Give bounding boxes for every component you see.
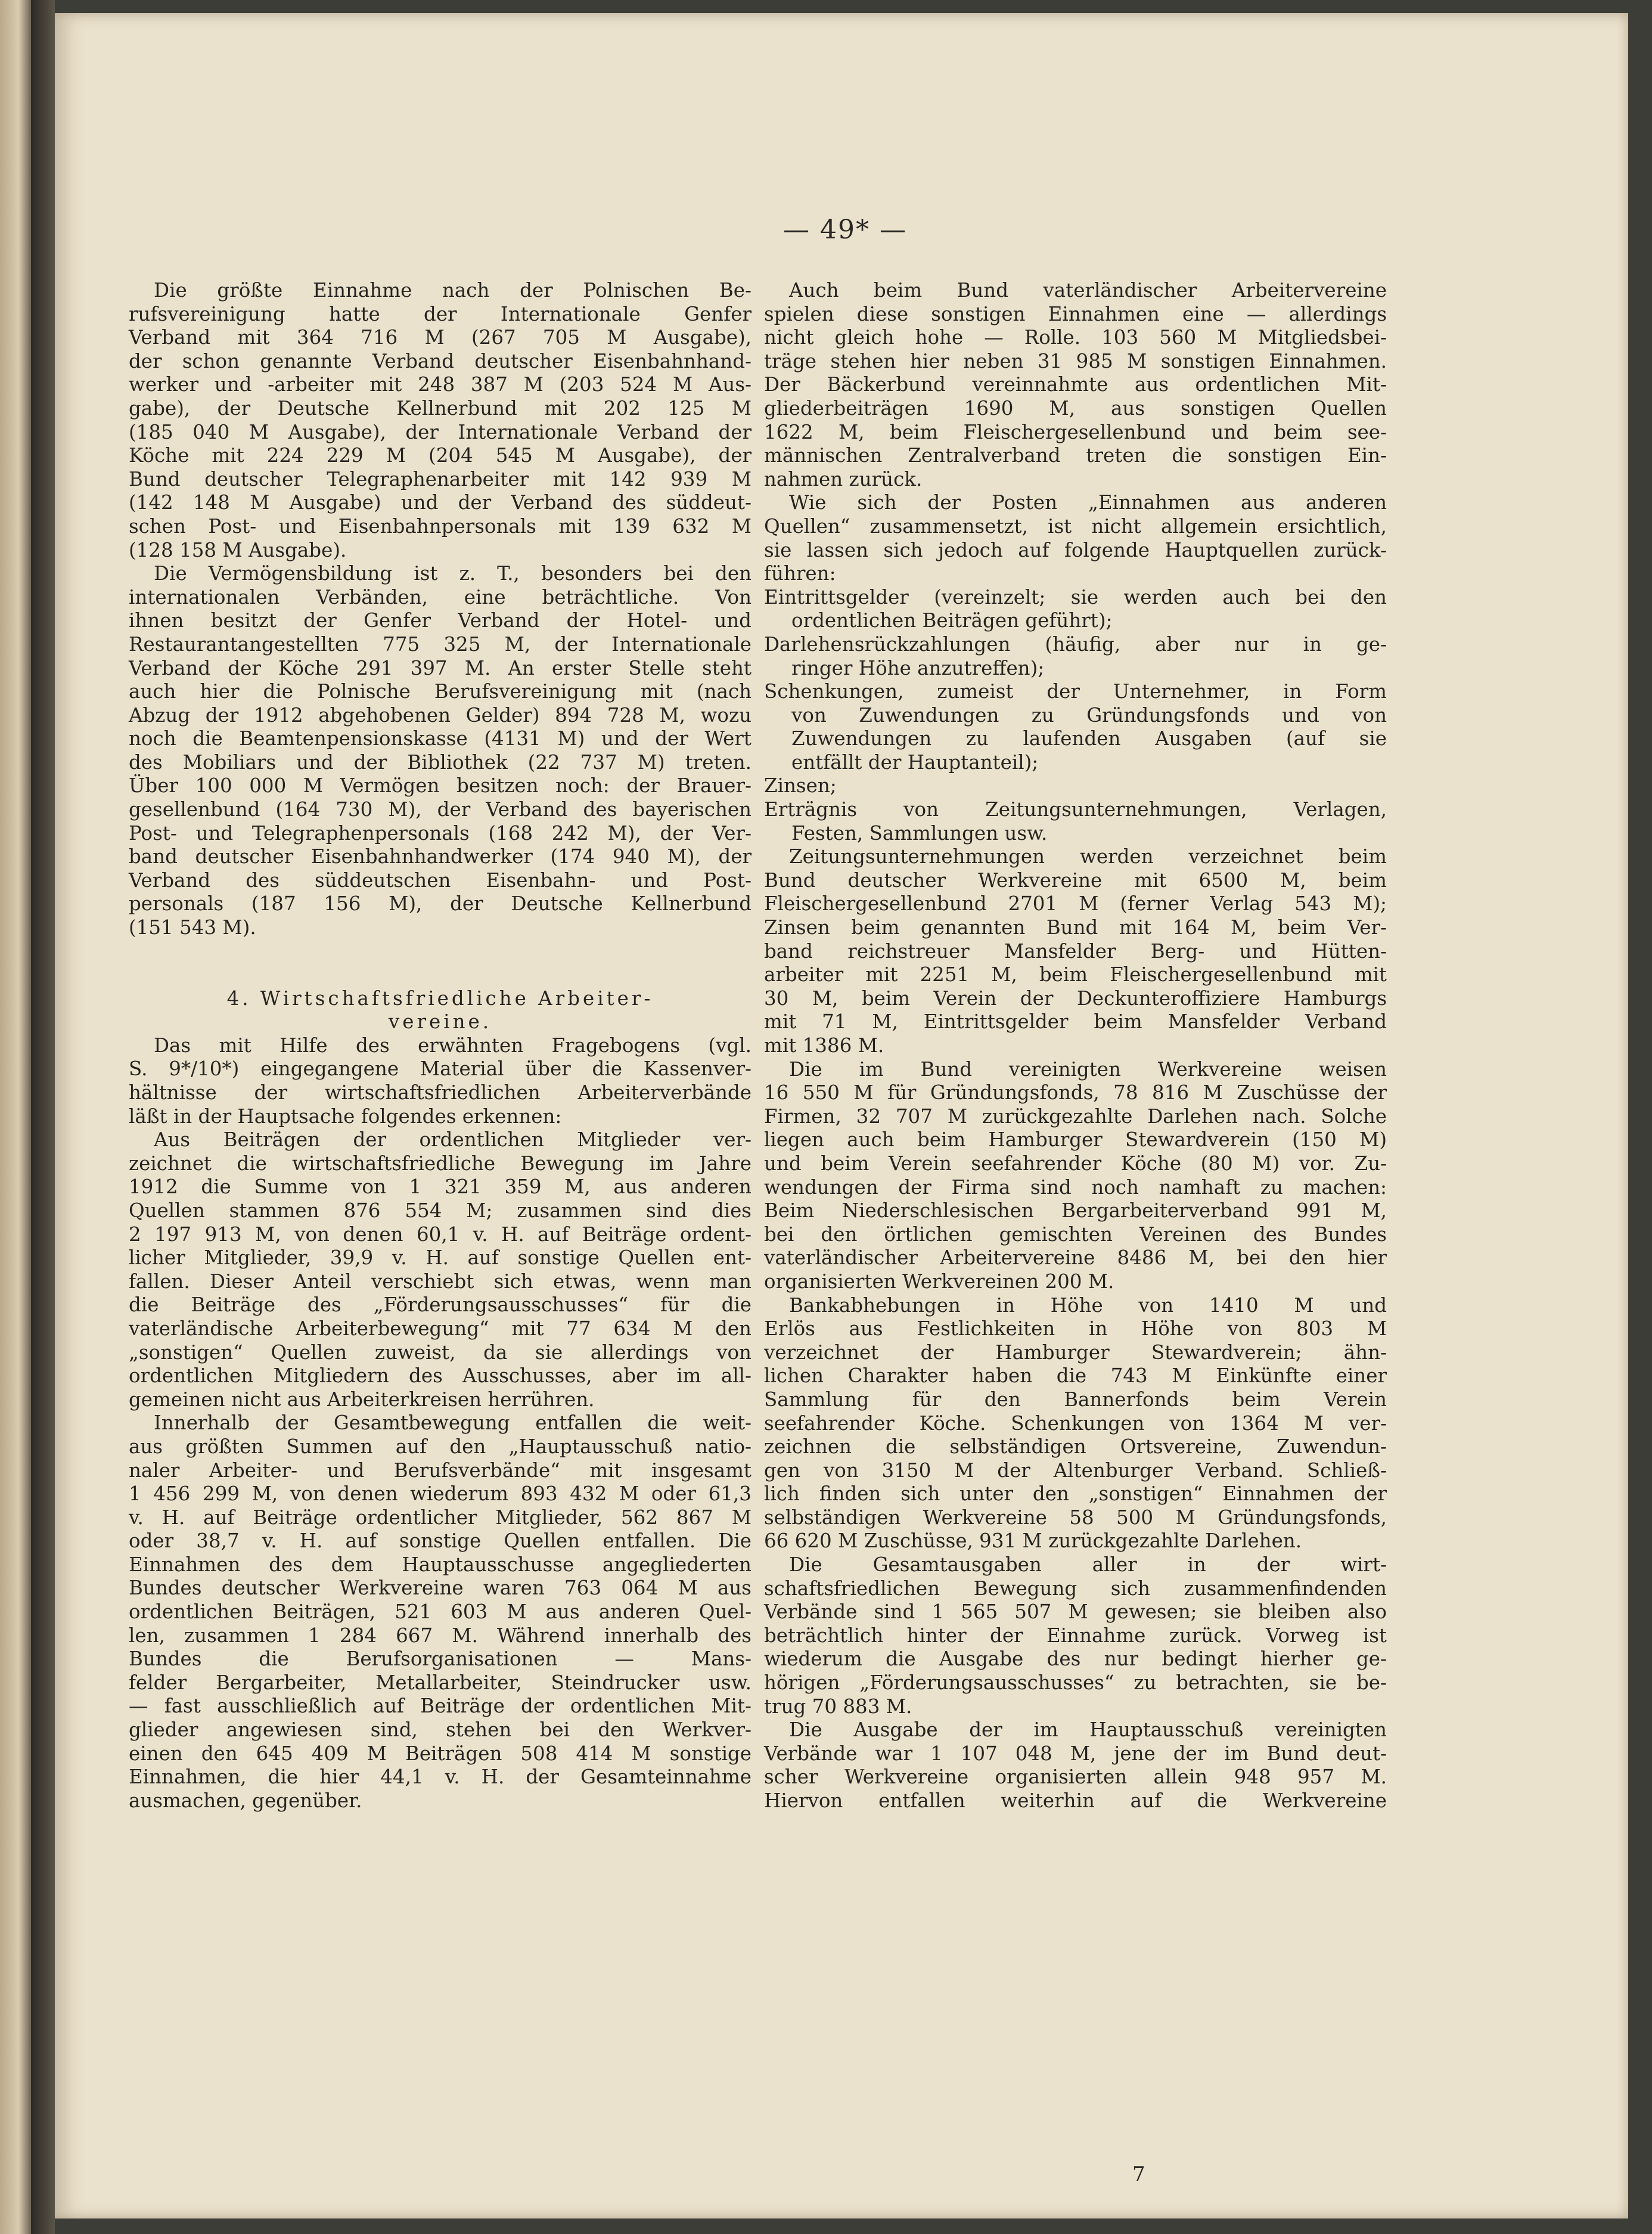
right-column-text-line: Die im Bund vereinigten Werkvereine weisen xyxy=(789,1057,1387,1081)
right-column-text-line: 66 620 M Zuschüsse, 931 M zurückgezahlte Darlehen. xyxy=(764,1529,1302,1553)
left-column-text-line: fallen. Dieser Anteil verschiebt sich etwas, wenn man xyxy=(129,1270,752,1293)
right-column-text-line: trug 70 883 M. xyxy=(764,1695,912,1718)
left-column-text-line: 1912 die Summe von 1 321 359 M, aus anderen xyxy=(129,1175,752,1199)
right-column-text-line: Erträgnis von Zeitungsunternehmungen, Verlagen, xyxy=(764,798,1387,821)
left-column-text-line: 2 197 913 M, von denen 60,1 v. H. auf Beiträge ordent- xyxy=(129,1223,752,1246)
section-spacer xyxy=(129,940,752,987)
left-column-text-line: band deutscher Eisenbahnhandwerker (174 940 M), der xyxy=(129,845,752,868)
right-column-text-line: entfällt der Hauptanteil); xyxy=(791,750,1039,774)
left-column-text-line: auch hier die Polnische Berufsvereinigung mit (nach xyxy=(129,680,752,703)
book-page xyxy=(55,13,1628,2219)
right-column-text-line: Schenkungen, zumeist der Unternehmer, in Form xyxy=(764,680,1387,703)
right-column-text-line: Zeitungsunternehmungen werden verzeichnet beim xyxy=(789,845,1387,868)
right-column-text-line: Die Gesamtausgaben aller in der wirt- xyxy=(789,1553,1387,1577)
left-column-text-line: Bundes deutscher Werkvereine waren 763 064 M aus xyxy=(129,1577,752,1600)
right-column-text-line: ordentlichen Beiträgen geführt); xyxy=(791,609,1113,632)
left-column-text-line: (151 543 M). xyxy=(129,916,256,939)
signature-mark: 7 xyxy=(1132,2162,1145,2186)
left-column-text-line: Verband der Köche 291 397 M. An erster Stelle steht xyxy=(129,656,752,679)
right-text-column xyxy=(764,279,1387,1813)
right-column-text-line: Beim Niederschlesischen Bergarbeiterverband 991 M, xyxy=(764,1199,1387,1223)
right-column-text-line: mit 1386 M. xyxy=(764,1034,884,1057)
left-column-text-line: ausmachen, gegenüber. xyxy=(129,1789,362,1812)
right-column-text-line: Verbände war 1 107 048 M, jene der im Bund deut- xyxy=(764,1742,1387,1765)
left-column-text-line: aus größten Summen auf den „Hauptausschuß natio- xyxy=(129,1435,752,1458)
right-column-text-line: Quellen“ zusammensetzt, ist nicht allgemein ersichtlich, xyxy=(764,514,1387,538)
left-column-text-line: hältnisse der wirtschaftsfriedlichen Arbeiterverbände xyxy=(129,1081,752,1104)
left-column-text-line: Innerhalb der Gesamtbewegung entfallen die weit- xyxy=(154,1411,752,1435)
right-column-text-line: gliederbeiträgen 1690 M, aus sonstigen Quellen xyxy=(764,396,1387,420)
left-column-text-line: (142 148 M Ausgabe) und der Verband des süddeut- xyxy=(129,491,752,514)
right-column-text-line: ringer Höhe anzutreffen); xyxy=(791,656,1045,679)
left-column-text-line: läßt in der Hauptsache folgendes erkennen: xyxy=(129,1104,562,1128)
right-column-text-line: Bankabhebungen in Höhe von 1410 M und xyxy=(789,1293,1387,1317)
right-column-text-line: männischen Zentralverband treten die sonstigen Ein- xyxy=(764,444,1387,467)
left-column-text-line: Post- und Telegraphenpersonals (168 242 M), der Ver- xyxy=(129,821,752,845)
left-column-text-line: die Beiträge des „Förderungsausschusses“ für die xyxy=(129,1293,752,1317)
right-column-text-line: schaftsfriedlichen Bewegung sich zusammenfindenden xyxy=(764,1577,1387,1600)
section-heading-line: vereine. xyxy=(388,1010,492,1034)
right-column-text-line: 30 M, beim Verein der Deckunteroffiziere Hamburgs xyxy=(764,986,1387,1010)
left-column-text-line: ordentlichen Beiträgen, 521 603 M aus anderen Quel- xyxy=(129,1600,752,1624)
right-column-text-line: Bund deutscher Werkvereine mit 6500 M, beim xyxy=(764,868,1387,892)
right-column-text-line: Wie sich der Posten „Einnahmen aus anderen xyxy=(789,491,1387,514)
left-column-text-line: rufsvereinigung hatte der Internationale Genfer xyxy=(129,302,752,325)
left-column-text-line: ordentlichen Mitgliedern des Ausschusses, aber im all- xyxy=(129,1364,752,1388)
left-column-text-line: Köche mit 224 229 M (204 545 M Ausgabe), der xyxy=(129,444,752,467)
right-column-text-line: nicht gleich hohe — Rolle. 103 560 M Mitgliedsbei- xyxy=(764,326,1387,349)
left-column-text-line: licher Mitglieder, 39,9 v. H. auf sonstige Quellen ent- xyxy=(129,1246,752,1270)
left-column-text-line: Abzug der 1912 abgehobenen Gelder) 894 728 M, wozu xyxy=(129,703,752,727)
left-column-text-line: „sonstigen“ Quellen zuweist, da sie allerdings von xyxy=(129,1341,752,1364)
left-column-text-line: S. 9*/10*) eingegangene Material über die Kassenver- xyxy=(129,1057,752,1081)
left-column-text-line: einen den 645 409 M Beiträgen 508 414 M sonstige xyxy=(129,1742,752,1765)
left-column-text-line: Einnahmen des dem Hauptausschusse angegliederten xyxy=(129,1553,752,1576)
left-column-text-line: gemeinen nicht aus Arbeiterkreisen herrühren. xyxy=(129,1388,595,1411)
left-column-text-line: personals (187 156 M), der Deutsche Kellnerbund xyxy=(129,892,752,916)
right-column-text-line: spielen diese sonstigen Einnahmen eine — allerdings xyxy=(764,302,1387,325)
right-column-text-line: Zinsen beim genannten Bund mit 164 M, beim Ver- xyxy=(764,916,1387,939)
left-column-text-line: Bund deutscher Telegraphenarbeiter mit 142 939 M xyxy=(129,467,752,491)
left-column-text-line: schen Post- und Eisenbahnpersonals mit 139 632 M xyxy=(129,514,752,538)
right-column-text-line: lich finden sich unter den „sonstigen“ Einnahmen der xyxy=(764,1482,1387,1506)
right-column-text-line: Auch beim Bund vaterländischer Arbeitervereine xyxy=(789,279,1387,302)
left-column-text-line: vaterländische Arbeiterbewegung“ mit 77 634 M den xyxy=(129,1317,752,1340)
right-column-text-line: verzeichnet der Hamburger Stewardverein; ähn- xyxy=(764,1341,1387,1364)
left-column-text-line: Verband des süddeutschen Eisenbahn- und Post- xyxy=(129,868,752,892)
right-column-text-line: band reichstreuer Mansfelder Berg- und Hütten- xyxy=(764,939,1387,963)
right-column-text-line: von Zuwendungen zu Gründungsfonds und von xyxy=(791,703,1387,727)
right-column-text-line: organisierten Werkvereinen 200 M. xyxy=(764,1270,1114,1293)
right-column-text-line: lichen Charakter haben die 743 M Einkünfte einer xyxy=(764,1364,1387,1388)
left-column-text-line: des Mobiliars und der Bibliothek (22 737 M) treten. xyxy=(129,750,752,774)
right-column-text-line: vaterländischer Arbeitervereine 8486 M, bei den hier xyxy=(764,1246,1387,1270)
left-column-text-line: 1 456 299 M, von denen wiederum 893 432 M oder 61,3 xyxy=(129,1482,752,1506)
right-column-text-line: gen von 3150 M der Altenburger Verband. Schließ- xyxy=(764,1459,1387,1482)
left-text-column xyxy=(129,279,752,1813)
left-column-text-line: gesellenbund (164 730 M), der Verband des bayerischen xyxy=(129,798,752,821)
right-column-text-line: Eintrittsgelder (vereinzelt; sie werden auch bei den xyxy=(764,585,1387,609)
left-column-text-line: Einnahmen, die hier 44,1 v. H. der Gesamteinnahme xyxy=(129,1766,752,1789)
left-column-text-line: glieder angewiesen sind, stehen bei den Werkver- xyxy=(129,1718,752,1742)
left-column-text-line: Restaurantangestellten 775 325 M, der Internationale xyxy=(129,632,752,656)
right-column-text-line: sie lassen sich jedoch auf folgende Hauptquellen zurück- xyxy=(764,538,1387,561)
right-column-text-line: bei den örtlichen gemischten Vereinen des Bundes xyxy=(764,1223,1387,1246)
right-column-text-line: Zuwendungen zu laufenden Ausgaben (auf sie xyxy=(791,727,1387,750)
left-column-text-line: zeichnet die wirtschaftsfriedliche Bewegung im Jahre xyxy=(129,1152,752,1175)
left-column-text-line: naler Arbeiter- und Berufsverbände“ mit insgesamt xyxy=(129,1459,752,1482)
right-column-text-line: Erlös aus Festlichkeiten in Höhe von 803 M xyxy=(764,1317,1387,1341)
left-column-text-line: internationalen Verbänden, eine beträchtliche. Von xyxy=(129,585,752,609)
right-column-text-line: träge stehen hier neben 31 985 M sonstigen Einnahmen. xyxy=(764,349,1387,373)
right-column-text-line: selbständigen Werkvereine 58 500 M Gründungsfonds, xyxy=(764,1506,1387,1529)
left-column-text-line: der schon genannte Verband deutscher Eisenbahnhand- xyxy=(129,349,752,373)
right-column-text-line: 16 550 M für Gründungsfonds, 78 816 M Zuschüsse der xyxy=(764,1081,1387,1104)
right-column-text-line: Darlehensrückzahlungen (häufig, aber nur in ge- xyxy=(764,632,1387,656)
right-column-text-line: beträchtlich hinter der Einnahme zurück. Vorweg ist xyxy=(764,1624,1387,1647)
right-column-text-line: nahmen zurück. xyxy=(764,467,923,491)
left-column-text-line: Verband mit 364 716 M (267 705 M Ausgabe), xyxy=(129,326,752,349)
left-column-text-line: Die Vermögensbildung ist z. T., besonders bei den xyxy=(154,562,752,585)
left-column-text-line: Quellen stammen 876 554 M; zusammen sind dies xyxy=(129,1199,752,1222)
section-heading-line: 4. Wirtschaftsfriedliche Arbeiter- xyxy=(226,986,654,1010)
right-column-text-line: 1622 M, beim Fleischergesellenbund und beim see- xyxy=(764,420,1387,443)
right-column-text-line: scher Werkvereine organisierten allein 948 957 M. xyxy=(764,1766,1387,1789)
right-column-text-line: arbeiter mit 2251 M, beim Fleischergesellenbund mit xyxy=(764,963,1387,986)
right-column-text-line: wendungen der Firma sind noch namhaft zu machen: xyxy=(764,1175,1387,1199)
left-column-text-line: v. H. auf Beiträge ordentlicher Mitglieder, 562 867 M xyxy=(129,1506,752,1529)
right-column-text-line: mit 71 M, Eintrittsgelder beim Mansfelder Verband xyxy=(764,1010,1387,1034)
right-column-text-line: Der Bäckerbund vereinnahmte aus ordentlichen Mit- xyxy=(764,373,1387,396)
right-column-text-line: Verbände sind 1 565 507 M gewesen; sie bleiben also xyxy=(764,1600,1387,1624)
right-column-text-line: Sammlung für den Bannerfonds beim Verein xyxy=(764,1388,1387,1411)
left-column-text-line: (128 158 M Ausgabe). xyxy=(129,538,347,561)
left-column-text-line: Aus Beiträgen der ordentlichen Mitglieder ver- xyxy=(154,1128,752,1152)
right-column-text-line: wiederum die Ausgabe des nur bedingt hierher ge- xyxy=(764,1647,1387,1671)
left-column-text-line: noch die Beamtenpensionskasse (4131 M) und der Wert xyxy=(129,727,752,750)
page-number: — 49* — xyxy=(783,215,907,245)
right-column-text-line: Hiervon entfallen weiterhin auf die Werkvereine xyxy=(764,1789,1387,1812)
left-column-text-line: werker und -arbeiter mit 248 387 M (203 524 M Aus- xyxy=(129,373,752,396)
right-column-text-line: Firmen, 32 707 M zurückgezahlte Darlehen nach. Solche xyxy=(764,1104,1387,1128)
right-column-text-line: Zinsen; xyxy=(764,774,837,798)
right-column-text-line: liegen auch beim Hamburger Stewardverein (150 M) xyxy=(764,1128,1387,1152)
right-column-text-line: Die Ausgabe der im Hauptausschuß vereinigten xyxy=(789,1718,1387,1742)
left-column-text-line: oder 38,7 v. H. auf sonstige Quellen entfallen. Die xyxy=(129,1529,752,1553)
left-column-text-line: — fast ausschließlich auf Beiträge der ordentlichen Mit- xyxy=(129,1695,752,1718)
right-column-text-line: Festen, Sammlungen usw. xyxy=(791,821,1048,845)
left-column-text-line: ihnen besitzt der Genfer Verband der Hotel- und xyxy=(129,609,752,632)
right-column-text-line: Fleischergesellenbund 2701 M (ferner Verlag 543 M); xyxy=(764,892,1387,916)
right-column-text-line: zeichnen die selbständigen Ortsvereine, Zuwendun- xyxy=(764,1435,1387,1459)
previous-page-edge xyxy=(0,0,31,2234)
left-column-text-line: Bundes die Berufsorganisationen — Mans- xyxy=(129,1647,752,1671)
right-column-text-line: hörigen „Förderungsausschusses“ zu betrachten, sie be- xyxy=(764,1671,1387,1695)
left-column-text-line: Das mit Hilfe des erwähnten Fragebogens (vgl. xyxy=(154,1034,752,1057)
left-column-text-line: (185 040 M Ausgabe), der Internationale Verband der xyxy=(129,420,752,443)
left-column-text-line: gabe), der Deutsche Kellnerbund mit 202 125 M xyxy=(129,396,752,420)
book-spine-shadow xyxy=(31,0,55,2234)
left-column-text-line: len, zusammen 1 284 667 M. Während innerhalb des xyxy=(129,1624,752,1647)
left-column-text-line: felder Bergarbeiter, Metallarbeiter, Steindrucker usw. xyxy=(129,1671,752,1694)
right-column-text-line: und beim Verein seefahrender Köche (80 M) vor. Zu- xyxy=(764,1152,1387,1175)
left-column-text-line: Über 100 000 M Vermögen besitzen noch: der Brauer- xyxy=(129,774,752,798)
right-column-text-line: führen: xyxy=(764,562,836,585)
right-column-text-line: seefahrender Köche. Schenkungen von 1364 M ver- xyxy=(764,1411,1387,1435)
left-column-text-line: Die größte Einnahme nach der Polnischen Be- xyxy=(154,279,752,302)
